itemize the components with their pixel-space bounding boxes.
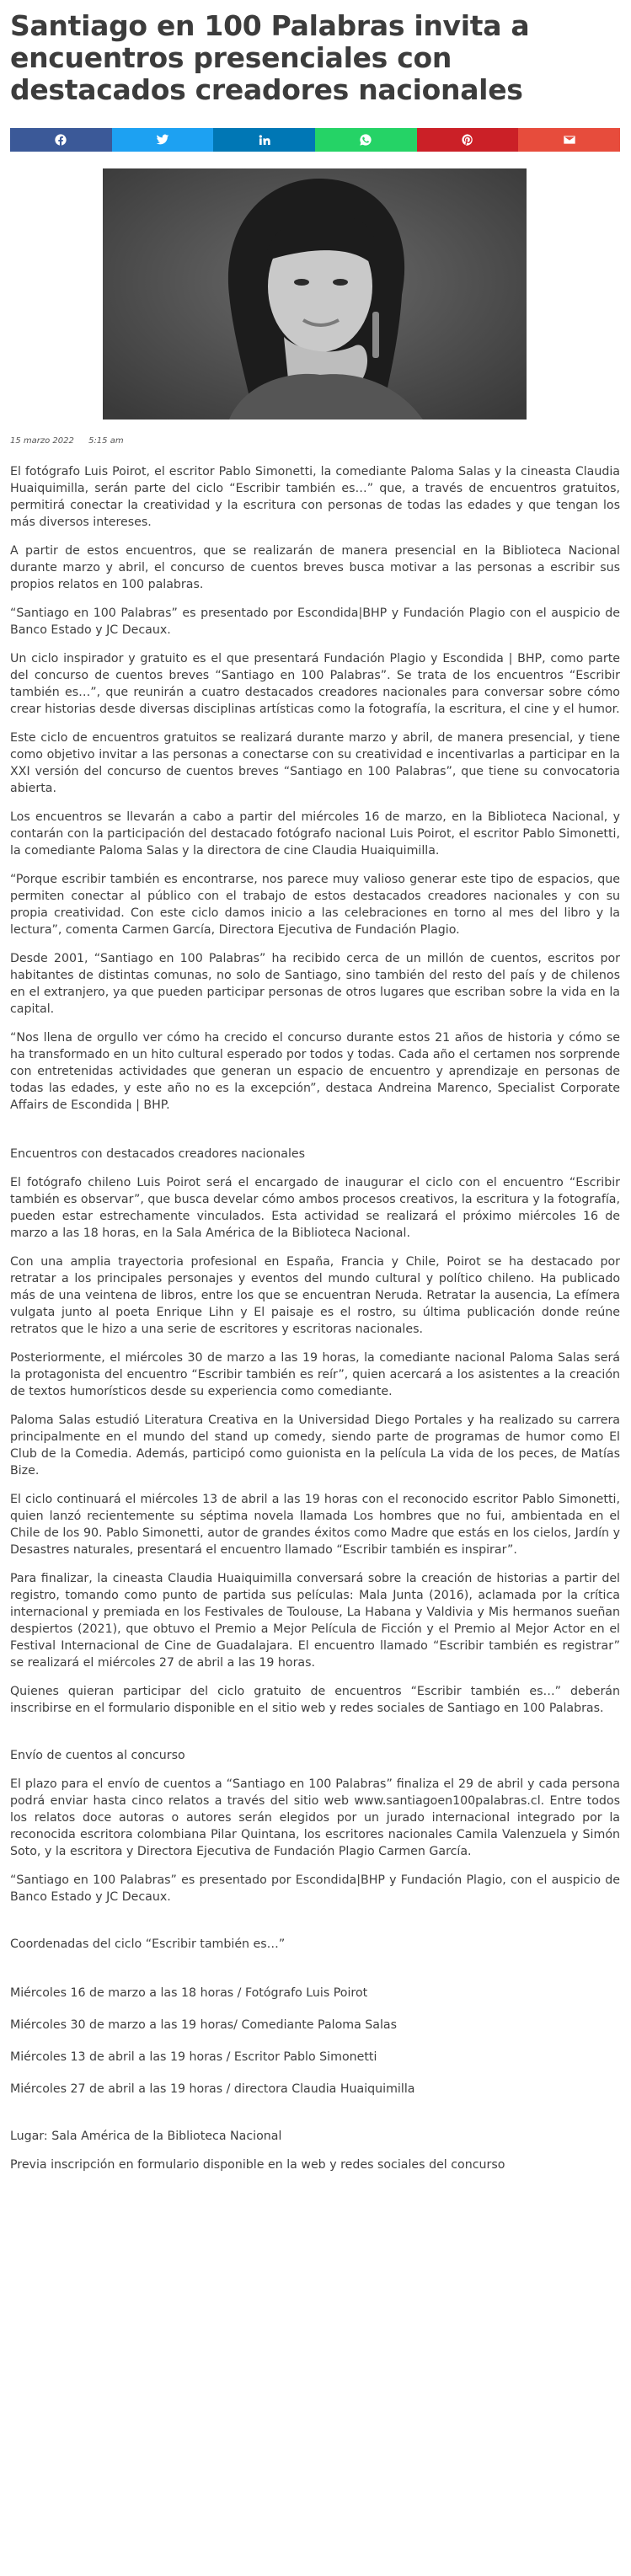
article-body bbox=[10, 463, 620, 2185]
schedule-item: Miércoles 30 de marzo a las 19 horas/ Comediante Paloma Salas bbox=[10, 2018, 398, 2032]
paragraph: Este ciclo de encuentros gratuitos se realizará durante marzo y abril, de manera presencial, y tiene como objetivo invitar a las personas a conectarse con su creatividad e incentivarlas a participar en la XXI versión del concurso de cuentos breves “Santiago en 100 Palabras”, que tiene su convocatoria abierta. bbox=[10, 731, 620, 795]
schedule-registration: Previa inscripción en formulario disponible en la web y redes sociales del concurso bbox=[10, 2158, 505, 2172]
paragraph: “Santiago en 100 Palabras” es presentado por Escondida|BHP y Fundación Plagio con el auspicio de Banco Estado y JC Decaux. bbox=[10, 607, 620, 637]
paragraph: Quienes quieran participar del ciclo gratuito de encuentros “Escribir también es…” deberán inscribirse en el formulario disponible en el sitio web y redes sociales de Santiago en 100 Palabras. bbox=[10, 1685, 620, 1715]
pinterest-icon bbox=[461, 133, 474, 147]
section-heading: Encuentros con destacados creadores nacionales bbox=[10, 1147, 306, 1161]
publish-date: 15 marzo 2022 bbox=[10, 436, 74, 446]
section-heading: Envío de cuentos al concurso bbox=[10, 1749, 185, 1762]
article-photo bbox=[103, 168, 527, 420]
whatsapp-icon bbox=[359, 133, 372, 147]
twitter-share-button[interactable] bbox=[112, 128, 214, 152]
paragraph: Con una amplia trayectoria profesional en España, Francia y Chile, Poirot se ha destacado por retratar a los principales personajes y eventos del mundo cultural y político chileno. Ha publicado más de una veintena de libros, entre los que se encuentran Neruda. Retratar la ausencia, La efímera vulgata junto al poeta Enrique Lihn y El paisaje es el rostro, su última publicación donde reúne retratos que le hizo a una serie de escritores y escritoras nacionales. bbox=[10, 1255, 620, 1336]
paragraph: A partir de estos encuentros, que se realizarán de manera presencial en la Biblioteca Nacional durante marzo y abril, el concurso de cuentos breves busca motivar a las personas a escribir sus propios relatos en 100 palabras. bbox=[10, 544, 620, 591]
facebook-icon bbox=[54, 133, 67, 147]
paragraph: Paloma Salas estudió Literatura Creativa en la Universidad Diego Portales y ha realizado su carrera principalmente en el mundo del stand up comedy, siendo parte de programas de humor como El Club de la Comedia. Además, participó como guionista en la película La vida de los peces, de Matías Bize. bbox=[10, 1414, 620, 1478]
schedule-list bbox=[10, 1985, 620, 2098]
facebook-share-button[interactable] bbox=[10, 128, 112, 152]
linkedin-icon bbox=[258, 133, 271, 147]
paragraph: “Santiago en 100 Palabras” es presentado por Escondida|BHP y Fundación Plagio, con el auspicio de Banco Estado y JC Decaux. bbox=[10, 1873, 620, 1904]
article-title: Santiago en 100 Palabras invita a encuentros presenciales con destacados creadores nacionales bbox=[10, 9, 530, 106]
pinterest-share-button[interactable] bbox=[417, 128, 519, 152]
email-share-button[interactable] bbox=[518, 128, 620, 152]
whatsapp-share-button[interactable] bbox=[315, 128, 417, 152]
paragraph: “Porque escribir también es encontrarse, nos parece muy valioso generar este tipo de espacios, que permiten conectar al público con el trabajo de estos destacados creadores nacionales y con su propia creatividad. Con este ciclo damos inicio a las celebraciones en torno al mes del libro y la lectura”, comenta Carmen García, Directora Ejecutiva de Fundación Plagio. bbox=[10, 873, 620, 937]
share-bar bbox=[10, 128, 620, 152]
paragraph: Un ciclo inspirador y gratuito es el que presentará Fundación Plagio y Escondida | BHP, como parte del concurso de cuentos breves “Santiago en 100 Palabras”. Se trata de los encuentros “Escribir también es…”, que reunirán a cuatro destacados creadores nacionales para conversar sobre cómo crear historias desde diversas disciplinas artísticas como la fotografía, la escritura, el cine y el humor. bbox=[10, 652, 620, 716]
paragraph: El fotógrafo Luis Poirot, el escritor Pablo Simonetti, la comediante Paloma Salas y la cineasta Claudia Huaiquimilla, serán parte del ciclo “Escribir también es…” que, a través de encuentros gratuitos, permitirá conectar la creatividad y la escritura con personas de todas las edades y que tengan los más diversos intereses. bbox=[10, 465, 620, 529]
schedule-heading: Coordenadas del ciclo “Escribir también es…” bbox=[10, 1937, 286, 1951]
paragraph: El fotógrafo chileno Luis Poirot será el encargado de inaugurar el ciclo con el encuentro “Escribir también es observar”, que busca develar cómo ambos procesos creativos, la escritura y la fotografía, pueden estar estrechamente vinculados. Esta actividad se realizará el próximo miércoles 16 de marzo a las 18 horas, en la Sala América de la Biblioteca Nacional. bbox=[10, 1176, 620, 1240]
schedule-item: Miércoles 27 de abril a las 19 horas / directora Claudia Huaiquimilla bbox=[10, 2082, 415, 2096]
linkedin-share-button[interactable] bbox=[213, 128, 315, 152]
paragraph: El plazo para el envío de cuentos a “Santiago en 100 Palabras” finaliza el 29 de abril y cada persona podrá enviar hasta cinco relatos a través del sitio web www.santiagoen100palabras.cl. Entre todos los relatos doce autoras o autores serán elegidos por un jurado internacional integrado por la reconocida escritora colombiana Pilar Quintana, los escritores nacionales Camila Valenzuela y Simón Soto, y la escritora y Directora Ejecutiva de Fundación Plagio Carmen García. bbox=[10, 1777, 620, 1858]
twitter-icon bbox=[156, 133, 169, 147]
schedule-item: Miércoles 13 de abril a las 19 horas / Escritor Pablo Simonetti bbox=[10, 2050, 377, 2064]
paragraph: “Nos llena de orgullo ver cómo ha crecido el concurso durante estos 21 años de historia y cómo se ha transformado en un hito cultural esperado por todos y todas. Cada año el certamen nos sorprende con entretenidas actividades que generan un espacio de encuentro y aprendizaje en personas de todas las edades, y este año no es la excepción”, destaca Andreina Marenco, Specialist Corporate Affairs de Escondida | BHP. bbox=[10, 1031, 621, 1112]
schedule-location: Lugar: Sala América de la Biblioteca Nacional bbox=[10, 2130, 282, 2143]
portrait-image bbox=[103, 168, 527, 420]
schedule-item: Miércoles 16 de marzo a las 18 horas / Fotógrafo Luis Poirot bbox=[10, 1986, 368, 2000]
envelope-icon bbox=[563, 133, 576, 147]
paragraph: Posteriormente, el miércoles 30 de marzo a las 19 horas, la comediante nacional Paloma Salas será la protagonista del encuentro “Escribir también es reír”, quien acercará a los asistentes a la creación de textos humorísticos desde su experiencia como comediante. bbox=[10, 1351, 620, 1398]
paragraph: Desde 2001, “Santiago en 100 Palabras” ha recibido cerca de un millón de cuentos, escritos por habitantes de distintas comunas, no solo de Santiago, sino también del resto del país y de chilenos en el extranjero, ya que pueden participar personas de otros lugares que escriban sobre la vida en la capital. bbox=[10, 952, 620, 1016]
publish-time: 5:15 am bbox=[88, 436, 124, 446]
paragraph: El ciclo continuará el miércoles 13 de abril a las 19 horas con el reconocido escritor Pablo Simonetti, quien lanzó recientemente su séptima novela llamada Los hombres que no fui, ambientada en el Chile de los 90. Pablo Simonetti, autor de grandes éxitos como Madre que estás en los cielos, Jardín y Desastres naturales, presentará el encuentro llamado “Escribir también es inspirar”. bbox=[10, 1493, 620, 1557]
paragraph: Para finalizar, la cineasta Claudia Huaiquimilla conversará sobre la creación de historias a partir del registro, tomando como punto de partida sus películas: Mala Junta (2016), aclamada por la crítica internacional y premiada en los Festivales de Toulouse, La Habana y Valdivia y Mis hermanos sueñan despiertos (2021), que obtuvo el Premio a Mejor Película de Ficción y el Premio al Mejor Actor en el Festival Internacional de Cine de Guadalajara. El encuentro llamado “Escribir también es registrar” se realizará el miércoles 27 de abril a las 19 horas. bbox=[10, 1572, 620, 1670]
paragraph: Los encuentros se llevarán a cabo a partir del miércoles 16 de marzo, en la Biblioteca Nacional, y contarán con la participación del destacado fotógrafo nacional Luis Poirot, el escritor Pablo Simonetti, la comediante Paloma Salas y la directora de cine Claudia Huaiquimilla. bbox=[10, 810, 620, 858]
publish-meta bbox=[10, 436, 136, 446]
